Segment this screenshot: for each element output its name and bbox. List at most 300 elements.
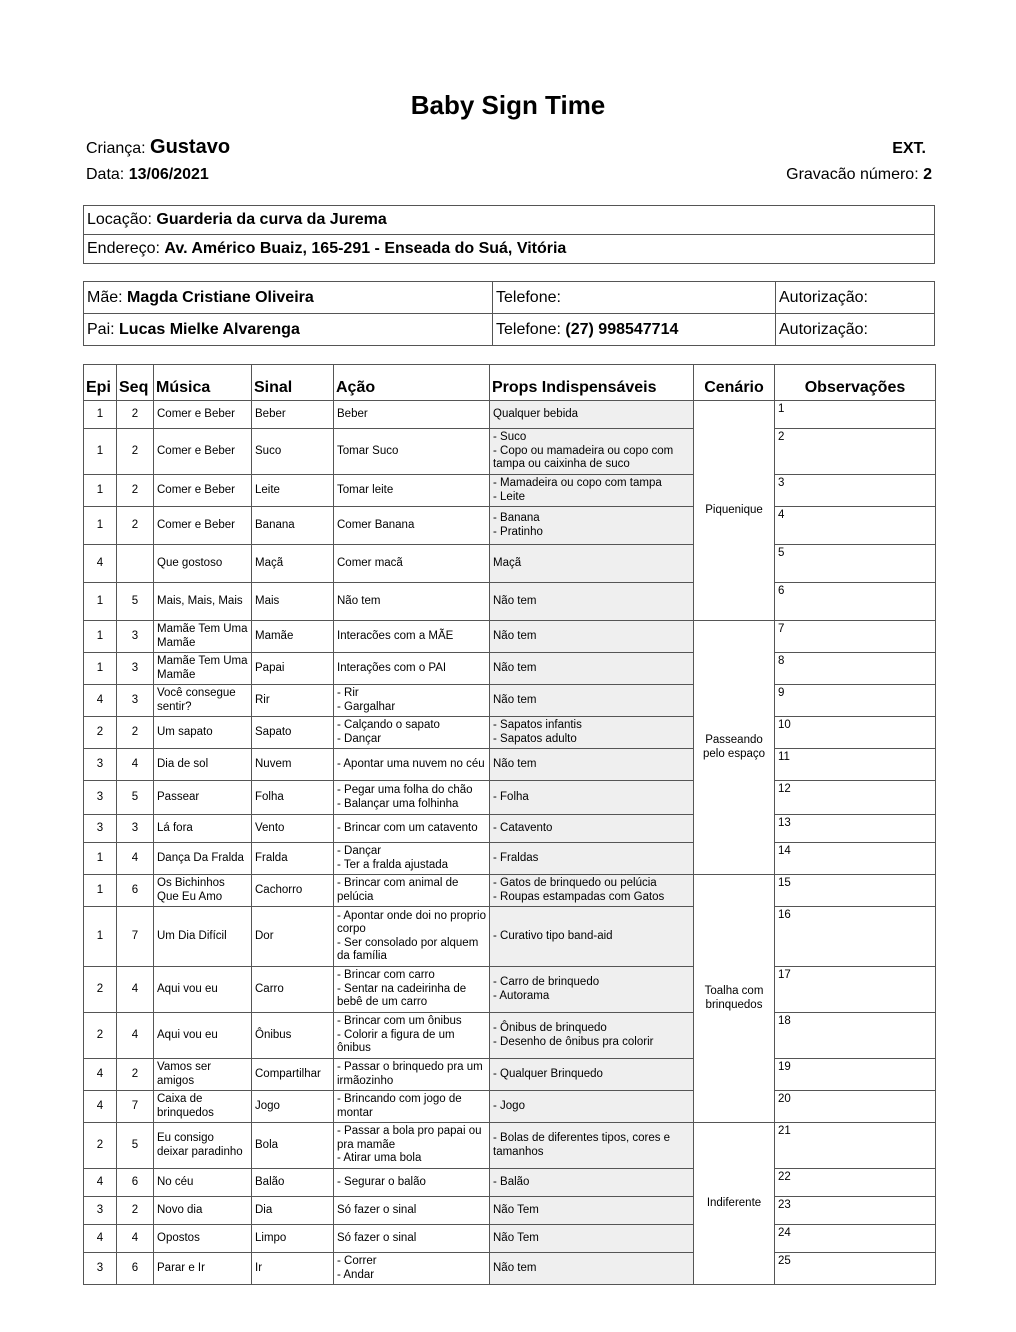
props-cell-line: - Sapatos infantis [493,719,582,731]
epi-cell: 4 [84,685,117,717]
observation-cell: 5 [775,545,936,583]
action-cell-line: - Dançar [337,845,382,857]
location-table [83,205,935,264]
props-cell [490,1225,694,1253]
action-cell-line: - Gargalhar [337,700,396,713]
props-cell-line: - Gatos de brinquedo ou pelúcia [493,877,657,889]
seq-cell: 2 [117,1059,154,1091]
action-cell-line: Tomar Suco [337,444,399,457]
action-cell [334,1059,490,1091]
table-row [84,1225,936,1253]
action-cell-line: Não tem [337,594,381,607]
epi-cell: 1 [84,907,117,967]
sign-cell: Mais [252,583,334,621]
sign-cell: Rir [252,685,334,717]
sign-cell: Carro [252,967,334,1013]
father-label: Pai: [87,320,115,338]
father-authorization-cell [776,314,935,346]
action-cell [334,749,490,781]
action-cell [334,653,490,685]
column-header: Props Indispensáveis [490,365,694,401]
props-cell-line: Não Tem [493,1203,539,1216]
seq-cell: 3 [117,653,154,685]
father-name: Lucas Mielke Alvarenga [119,320,300,338]
music-cell: Aqui vou eu [154,1013,252,1059]
epi-cell: 1 [84,401,117,429]
props-cell [490,875,694,907]
props-cell-line: - Banana [493,512,540,524]
table-row [84,967,936,1013]
epi-cell: 1 [84,875,117,907]
mother-cell [84,282,493,314]
table-row [84,401,936,429]
table-row [84,621,936,653]
epi-cell: 1 [84,653,117,685]
seq-cell: 5 [117,1123,154,1169]
column-header: Epi [84,365,117,401]
column-header: Ação [334,365,490,401]
seq-cell: 3 [117,815,154,843]
action-cell [334,875,490,907]
props-cell [490,475,694,507]
seq-cell: 2 [117,475,154,507]
action-cell-line: Comer macã [337,556,403,569]
action-cell [334,401,490,429]
seq-cell: 4 [117,1225,154,1253]
action-cell-line: - Atirar uma bola [337,1152,422,1165]
action-cell-line: - Brincar com carro [337,969,435,982]
seq-cell: 7 [117,907,154,967]
seq-cell: 4 [117,967,154,1013]
action-cell [334,1225,490,1253]
action-cell-line: - Brincando com jogo de montar [337,1093,462,1119]
observation-cell: 7 [775,621,936,653]
recording-field [786,166,932,184]
props-cell [490,781,694,815]
props-cell-line: - Suco [493,431,527,444]
music-cell: Lá fora [154,815,252,843]
action-cell [334,583,490,621]
observation-cell: 25 [775,1253,936,1285]
observation-cell: 13 [775,815,936,843]
sign-cell: Suco [252,429,334,475]
epi-cell: 3 [84,815,117,843]
parents-table [83,281,935,346]
authorization-label: Autorização: [779,288,868,306]
props-cell-line: - Ônibus de brinquedo [493,1022,607,1034]
action-cell [334,1197,490,1225]
music-cell: Passear [154,781,252,815]
music-cell: Mais, Mais, Mais [154,583,252,621]
sign-cell: Leite [252,475,334,507]
action-cell-line: Só fazer o sinal [337,1203,417,1216]
epi-cell: 1 [84,843,117,875]
music-cell: Novo dia [154,1197,252,1225]
action-cell-line: - Apontar uma nuvem no céu [337,757,485,770]
action-cell-line: - Dançar [337,732,382,745]
action-cell-line: - Calçando o sapato [337,719,440,731]
action-cell-line: - Apontar onde doi no proprio corpo [337,909,486,935]
props-cell-line: Não tem [493,629,537,642]
props-cell-line: Não tem [493,1261,537,1274]
props-cell-line: - Leite [493,490,525,503]
action-cell-line: - Andar [337,1268,375,1281]
props-cell [490,967,694,1013]
table-row [84,717,936,749]
seq-cell: 2 [117,429,154,475]
sign-cell: Beber [252,401,334,429]
music-cell: Comer e Beber [154,507,252,545]
action-cell-line: - Balançar uma folhinha [337,797,459,810]
props-cell [490,401,694,429]
props-cell [490,815,694,843]
sign-cell: Bola [252,1123,334,1169]
sign-cell: Dia [252,1197,334,1225]
address-value: Av. Américo Buaiz, 165-291 - Enseada do Suá, Vitória [164,240,567,257]
props-cell [490,685,694,717]
action-cell [334,475,490,507]
scenario-cell: Indiferente [694,1123,775,1285]
action-cell [334,967,490,1013]
observation-cell: 4 [775,507,936,545]
action-cell-line: - Colorir a figura de um ônibus [337,1028,455,1055]
mother-label: Mãe: [87,288,123,306]
props-cell-line: - Mamadeira ou copo com tampa [493,477,662,489]
table-row [84,475,936,507]
table-row [84,653,936,685]
music-cell: Os Bichinhos Que Eu Amo [154,875,252,907]
seq-cell: 6 [117,875,154,907]
action-cell [334,815,490,843]
props-cell [490,717,694,749]
sign-cell: Sapato [252,717,334,749]
action-cell-line: - Brincar com um catavento [337,821,478,834]
observation-cell: 14 [775,843,936,875]
action-cell-line: - Passar a bola pro papai ou pra mamãe [337,1125,482,1151]
props-cell-line: Qualquer bebida [493,407,579,420]
observation-cell: 11 [775,749,936,781]
sign-cell: Vento [252,815,334,843]
seq-cell: 4 [117,749,154,781]
props-cell [490,907,694,967]
action-cell [334,507,490,545]
child-name: Gustavo [150,136,231,158]
child-field [86,136,230,159]
action-cell [334,621,490,653]
props-cell-line: - Qualquer Brinquedo [493,1067,603,1080]
observation-cell: 17 [775,967,936,1013]
observation-cell: 19 [775,1059,936,1091]
seq-cell: 6 [117,1169,154,1197]
address-cell [84,235,935,264]
mother-authorization-cell [776,282,935,314]
epi-cell: 1 [84,621,117,653]
action-cell [334,545,490,583]
sign-cell: Folha [252,781,334,815]
seq-cell: 5 [117,583,154,621]
props-cell-line: - Catavento [493,821,553,834]
scenario-cell: Toalha com brinquedos [694,875,775,1123]
props-cell [490,1123,694,1169]
action-cell [334,781,490,815]
seq-cell: 5 [117,781,154,815]
epi-cell: 4 [84,545,117,583]
music-cell: Um sapato [154,717,252,749]
music-cell: Um Dia Difícil [154,907,252,967]
props-cell [490,843,694,875]
table-row [84,907,936,967]
table-row [84,781,936,815]
action-cell [334,1091,490,1123]
location-cell [84,206,935,235]
action-cell-line: Comer Banana [337,518,415,531]
authorization-label: Autorização: [779,320,868,338]
props-cell-line: - Fraldas [493,851,539,864]
sign-cell: Jogo [252,1091,334,1123]
props-cell-line: - Roupas estampadas com Gatos [493,890,665,903]
music-cell: No céu [154,1169,252,1197]
props-cell-line: - Copo ou mamadeira ou copo com tampa ou caixinha de suco [493,444,674,471]
props-cell-line: - Pratinho [493,525,543,538]
observation-cell: 23 [775,1197,936,1225]
observation-cell: 16 [775,907,936,967]
column-header: Música [154,365,252,401]
phone-label: Telefone: [496,288,561,306]
column-header: Sinal [252,365,334,401]
music-cell: Comer e Beber [154,401,252,429]
seq-cell: 4 [117,843,154,875]
props-cell [490,1253,694,1285]
seq-cell: 2 [117,401,154,429]
epi-cell: 3 [84,749,117,781]
action-cell [334,685,490,717]
seq-cell: 6 [117,1253,154,1285]
table-row [84,685,936,717]
epi-cell: 4 [84,1059,117,1091]
music-cell: Que gostoso [154,545,252,583]
observation-cell: 10 [775,717,936,749]
props-cell [490,621,694,653]
epi-cell: 1 [84,507,117,545]
recording-number: 2 [923,166,932,183]
observation-cell: 24 [775,1225,936,1253]
sign-cell: Banana [252,507,334,545]
props-cell-line: - Autorama [493,989,550,1002]
table-row [84,875,936,907]
props-cell-line: - Sapatos adulto [493,732,577,745]
column-header: Seq [117,365,154,401]
props-cell-line: Não tem [493,594,537,607]
table-row [84,1123,936,1169]
action-cell-line: - Pegar uma folha do chão [337,784,473,796]
props-cell-line: Não Tem [493,1231,539,1244]
seq-cell: 3 [117,685,154,717]
epi-cell: 1 [84,475,117,507]
address-label: Endereço: [87,240,160,257]
action-cell-line: - Rir [337,687,359,699]
location-value: Guarderia da curva da Jurema [156,211,387,228]
music-cell: Você consegue sentir? [154,685,252,717]
date-value: 13/06/2021 [128,166,209,183]
props-cell [490,429,694,475]
epi-cell: 1 [84,429,117,475]
props-cell [490,545,694,583]
music-cell: Vamos ser amigos [154,1059,252,1091]
table-row [84,1197,936,1225]
father-phone: (27) 998547714 [565,320,679,338]
seq-cell: 2 [117,507,154,545]
observation-cell: 9 [775,685,936,717]
action-cell-line: - Ser consolado por alquem da família [337,936,479,962]
observation-cell: 2 [775,429,936,475]
props-cell-line: Maçã [493,556,522,569]
table-row [84,429,936,475]
action-cell [334,843,490,875]
music-cell: Eu consigo deixar paradinho [154,1123,252,1169]
sign-cell: Cachorro [252,875,334,907]
music-cell: Comer e Beber [154,475,252,507]
observation-cell: 6 [775,583,936,621]
epi-cell: 4 [84,1225,117,1253]
sign-cell: Dor [252,907,334,967]
observation-cell: 18 [775,1013,936,1059]
action-cell [334,1169,490,1197]
sign-cell: Maçã [252,545,334,583]
mother-phone-cell [493,282,776,314]
seq-cell: 2 [117,1197,154,1225]
observation-cell: 3 [775,475,936,507]
observation-cell: 21 [775,1123,936,1169]
music-cell: Caixa de brinquedos [154,1091,252,1123]
table-row [84,749,936,781]
action-cell [334,1253,490,1285]
props-cell [490,507,694,545]
seq-cell: 3 [117,621,154,653]
epi-cell: 4 [84,1091,117,1123]
props-cell-line: - Bolas de diferentes tipos, cores e tamanhos [493,1132,671,1158]
action-cell-line: - Segurar o balão [337,1175,426,1188]
observation-cell: 1 [775,401,936,429]
date-label: Data: [86,166,125,183]
props-cell [490,583,694,621]
sign-cell: Balão [252,1169,334,1197]
observation-cell: 22 [775,1169,936,1197]
sign-cell: Limpo [252,1225,334,1253]
scenes-table [83,364,936,1285]
sign-cell: Ir [252,1253,334,1285]
epi-cell: 3 [84,781,117,815]
epi-cell: 2 [84,967,117,1013]
action-cell-line: - Brincar com um ônibus [337,1015,462,1028]
props-cell-line: Não tem [493,693,537,706]
props-cell [490,1197,694,1225]
action-cell [334,1013,490,1059]
action-cell [334,717,490,749]
music-cell: Dia de sol [154,749,252,781]
music-cell: Parar e Ir [154,1253,252,1285]
column-header: Cenário [694,365,775,401]
observation-cell: 20 [775,1091,936,1123]
child-label: Criança: [86,140,146,157]
action-cell-line: - Ter a fralda ajustada [337,858,449,871]
sign-cell: Papai [252,653,334,685]
sign-cell: Nuvem [252,749,334,781]
props-cell [490,1169,694,1197]
table-row [84,583,936,621]
table-row [84,545,936,583]
props-cell-line: - Jogo [493,1099,525,1112]
ext-label: EXT. [892,140,926,157]
epi-cell: 4 [84,1169,117,1197]
props-cell-line: - Folha [493,790,529,803]
sign-cell: Compartilhar [252,1059,334,1091]
table-body [84,401,936,1285]
action-cell-line: - Passar o brinquedo pra um irmãozinho [337,1061,483,1087]
scenario-cell: Passeando pelo espaço [694,621,775,875]
observation-cell: 15 [775,875,936,907]
table-row [84,1169,936,1197]
props-cell [490,1091,694,1123]
music-cell: Comer e Beber [154,429,252,475]
music-cell: Mamãe Tem Uma Mamãe [154,621,252,653]
props-cell-line: - Carro de brinquedo [493,976,600,988]
mother-name: Magda Cristiane Oliveira [127,288,314,306]
page-title: Baby Sign Time [410,90,606,120]
props-cell-line: Não tem [493,757,537,770]
props-cell-line: - Curativo tipo band-aid [493,929,613,942]
action-cell-line: - Correr [337,1255,377,1267]
seq-cell: 7 [117,1091,154,1123]
epi-cell: 1 [84,583,117,621]
epi-cell: 3 [84,1197,117,1225]
music-cell: Dança Da Fralda [154,843,252,875]
action-cell-line: Beber [337,407,368,420]
action-cell-line: Interações com o PAI [337,661,447,674]
music-cell: Opostos [154,1225,252,1253]
action-cell [334,429,490,475]
scenario-cell: Piquenique [694,401,775,621]
observation-cell: 12 [775,781,936,815]
action-cell-line: Interacões com a MÃE [337,629,454,642]
epi-cell: 3 [84,1253,117,1285]
props-cell [490,1059,694,1091]
props-cell [490,653,694,685]
props-cell-line: Não tem [493,661,537,674]
seq-cell [117,545,154,583]
table-row [84,815,936,843]
action-cell-line: - Sentar na cadeirinha de bebê de um carro [337,982,467,1009]
table-row [84,507,936,545]
date-field [86,166,209,184]
sign-cell: Mamãe [252,621,334,653]
recording-label: Gravacão número: [786,166,919,183]
props-cell [490,749,694,781]
epi-cell: 2 [84,1013,117,1059]
sign-cell: Fralda [252,843,334,875]
props-cell-line: - Desenho de ônibus pra colorir [493,1035,654,1048]
table-row [84,1091,936,1123]
action-cell-line: - Brincar com animal de pelúcia [337,877,459,903]
observation-cell: 8 [775,653,936,685]
props-cell [490,1013,694,1059]
music-cell: Aqui vou eu [154,967,252,1013]
table-row [84,1059,936,1091]
action-cell [334,907,490,967]
phone-label: Telefone: [496,320,561,338]
father-cell [84,314,493,346]
column-header: Observações [775,365,936,401]
epi-cell: 2 [84,717,117,749]
